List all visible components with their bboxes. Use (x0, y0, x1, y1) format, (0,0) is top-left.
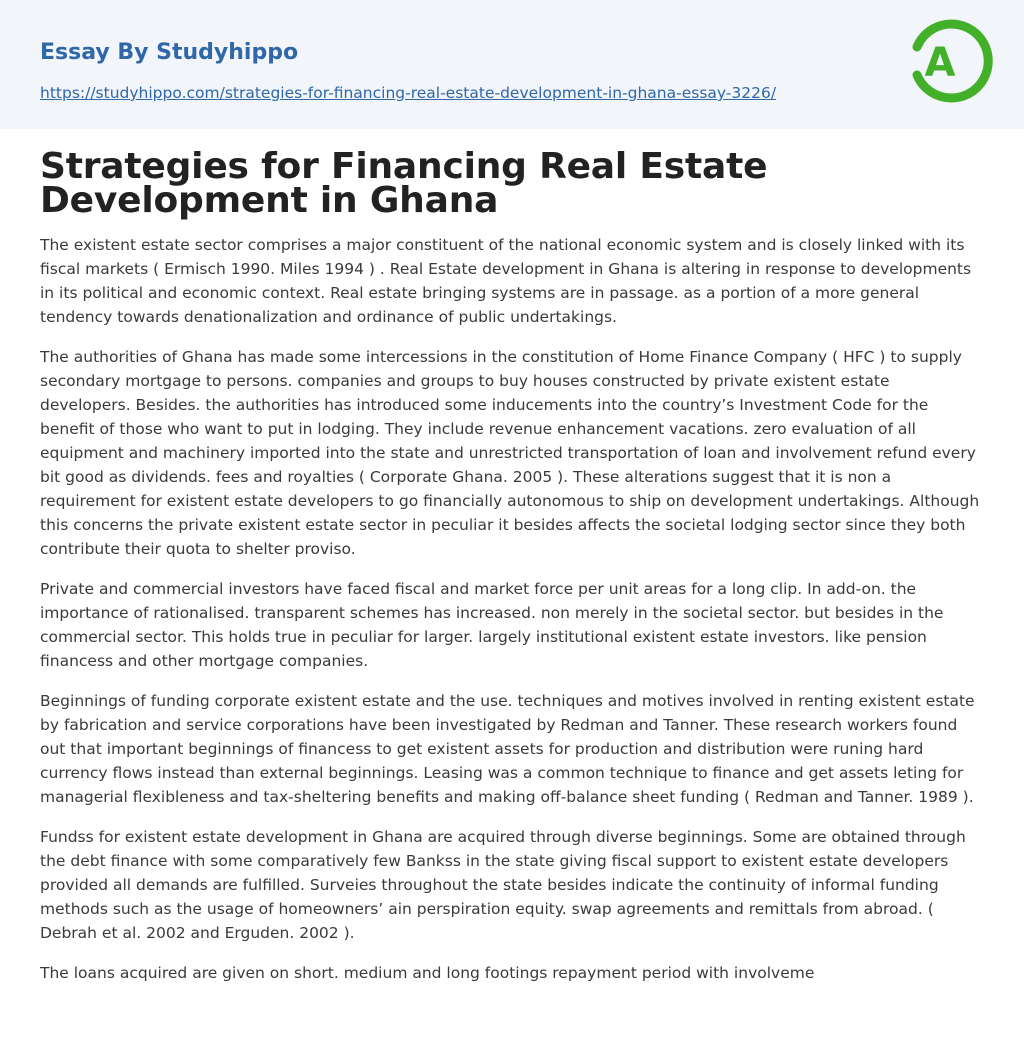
essay-title: Strategies for Financing Real Estate Development in Ghana (40, 146, 768, 221)
essay-content (0, 146, 1024, 985)
essay-paragraph: The existent estate sector comprises a major constituent of the national economic system and is closely linked with its fiscal markets ( Ermisch 1990. Miles 1994 ) . Real Estate development in Ghana is altering in response to developments in its political and economic context. Real estate bringing systems are in passage. as a portion of a more general tendency towards denationalization and ordinance of public undertakings. (40, 236, 972, 326)
logo-a-icon (908, 16, 994, 106)
essay-paragraph: Private and commercial investors have faced fiscal and market force per unit areas for a long clip. In add-on. the importance of rationalised. transparent schemes has increased. non merely in the societal sector. but besides in the commercial sector. This holds true in peculiar for larger. largely institutional existent estate investors. like pension financess and other mortgage companies. (40, 580, 944, 670)
essay-paragraph: The authorities of Ghana has made some intercessions in the constitution of Home Finance Company ( HFC ) to supply secondary mortgage to persons. companies and groups to buy houses constructed by private existent estate developers. Besides. the authorities has introduced some inducements into the country’s Investment Code for the benefit of those who want to put in lodging. They include revenue enhancement vacations. zero evaluation of all equipment and machinery imported into the state and unrestricted transportation of loan and involvement refund every bit good as dividends. fees and royalties ( Corporate Ghana. 2005 ). These alterations suggest that it is non a requirement for existent estate developers to go financially autonomous to ship on development undertakings. Although this concerns the private existent estate sector in peculiar it besides affects the societal lodging sector since they both contribute their quota to shelter proviso. (40, 348, 980, 558)
essay-paragraph: The loans acquired are given on short. medium and long footings repayment period with involveme (40, 964, 815, 982)
essay-url-link[interactable]: https://studyhippo.com/strategies-for-financing-real-estate-development-in-ghana-essay-3226/ (40, 84, 777, 102)
logo-letter: A (924, 40, 956, 86)
essay-paragraph: Fundss for existent estate development in Ghana are acquired through diverse beginnings. Some are obtained through the debt finance with some comparatively few Bankss in the state giving fiscal support to existent estate developers provided all demands are fulfilled. Surveies throughout the state besides indicate the continuity of informal funding methods such as the usage of homeowners’ ain perspiration equity. swap agreements and remittals from abroad. ( Debrah et al. 2002 and Erguden. 2002 ). (40, 828, 966, 942)
site-brand[interactable]: Essay By Studyhippo (40, 40, 299, 65)
site-header (0, 0, 1024, 129)
studyhippo-logo[interactable] (908, 16, 994, 106)
essay-paragraph: Beginnings of funding corporate existent estate and the use. techniques and motives involved in renting existent estate by fabrication and service corporations have been investigated by Redman and Tanner. These research workers found out that important beginnings of financess to get existent assets for production and distribution were runing hard currency flows instead than external beginnings. Leasing was a common technique to finance and get assets leting for managerial flexibleness and tax-sheltering benefits and making off-balance sheet funding ( Redman and Tanner. 1989 ). (40, 692, 975, 806)
